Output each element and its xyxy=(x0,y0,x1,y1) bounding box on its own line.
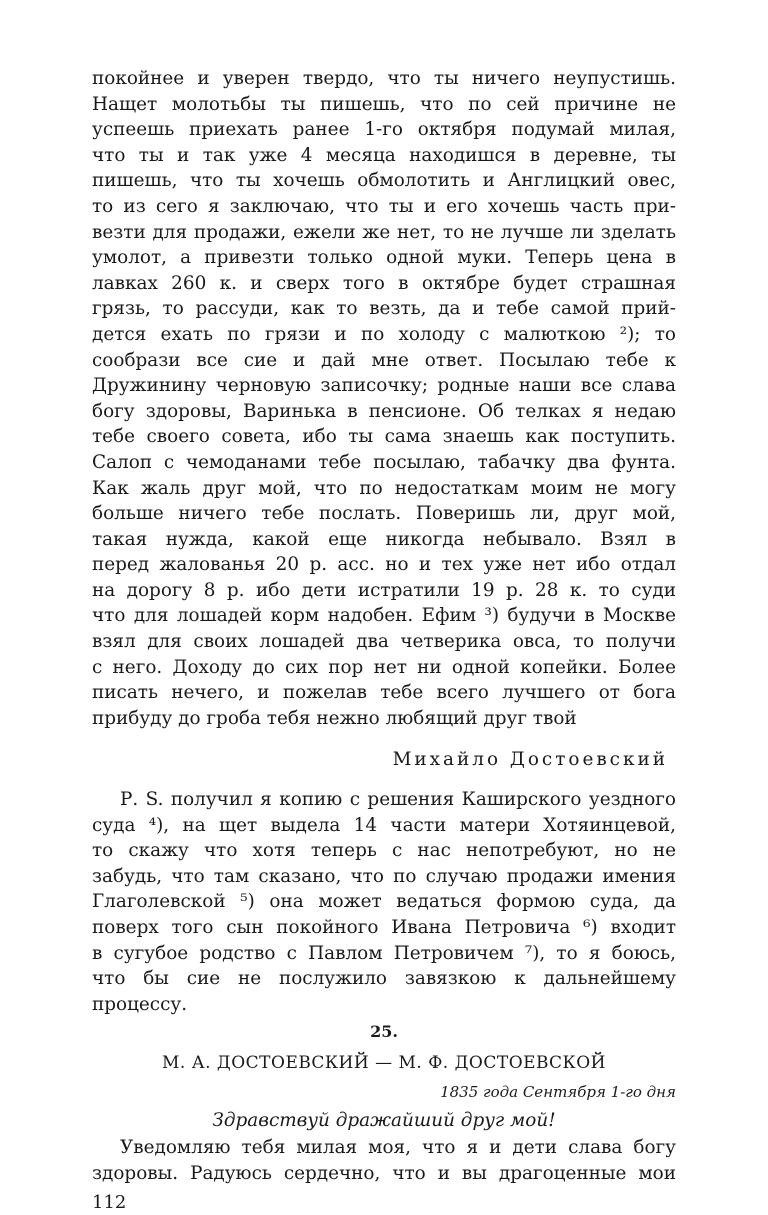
text-line: Нащет молотьбы ты пишешь, что по сей причине не xyxy=(92,93,676,115)
text-line: взял для своих лошадей два четверика овса, то получи xyxy=(92,631,676,653)
text-line: богу здоровы, Варинька в пенсионе. Об телках я недаю xyxy=(92,400,676,422)
text-line: лавках 260 к. и сверх того в октябре будет страшная xyxy=(92,272,676,294)
postscript-line: Глаголевской ⁵) она может ведаться формою суда, да xyxy=(92,891,676,913)
text-line: больше ничего тебе послать. Поверишь ли, друг мой, xyxy=(92,503,676,525)
text-line: грязь, то рассуди, как то везть, да и тебе самой прий- xyxy=(92,298,676,320)
body-line: здоровы. Радуюсь сердечно, что и вы драгоценные мои xyxy=(92,1162,676,1184)
text-line: сообрази все сие и дай мне ответ. Посылаю тебе к xyxy=(92,349,676,371)
letter-date: 1835 года Сентября 1-го дня xyxy=(440,1083,676,1102)
text-line: что для лошадей корм надобен. Ефим ³) будучи в Москве xyxy=(92,605,676,627)
postscript-line: забудь, что там сказано, что по случаю продажи имения xyxy=(92,865,676,887)
text-line: то из сего я заключаю, что ты и его хочешь часть при- xyxy=(92,195,676,217)
text-line-last: прибуду до гроба тебя нежно любящий друг твой xyxy=(92,707,577,729)
postscript-line: поверх того сын покойного Ивана Петровича ⁶) входит xyxy=(92,917,676,938)
text-line: на дорогу 8 р. ибо дети истратили 19 р. 28 к. то суди xyxy=(92,579,676,601)
text-line: Салоп с чемоданами тебе посылаю, табачку два фунта. xyxy=(92,451,676,473)
letter-24-ending xyxy=(92,66,676,706)
letter-number: 25. xyxy=(370,1022,398,1042)
text-line: пишешь, что ты хочешь обмолотить и Англицкий овес, xyxy=(92,170,676,192)
text-line: умолот, а привезти только одной муки. Теперь цена в xyxy=(92,247,676,269)
signature: Михайло Достоевский xyxy=(392,749,668,771)
postscript-line: Р. S. получил я копию с решения Каширского уездного xyxy=(120,789,676,811)
postscript-line: что бы сие не послужило завязкою к дальнейшему xyxy=(92,968,676,990)
letter-heading: М. А. ДОСТОЕВСКИЙ — М. Ф. ДОСТОЕВСКОЙ xyxy=(162,1053,606,1074)
postscript xyxy=(92,787,676,992)
postscript-line: в сугубое родство с Павлом Петровичем ⁷), то я боюсь, xyxy=(92,942,676,964)
page-number: 112 xyxy=(92,1191,127,1213)
text-line: везти для продажи, ежели же нет, то не лучше ли зделать xyxy=(92,221,676,243)
text-line: писать нечего, и пожелав тебе всего лучшего от бога xyxy=(92,682,676,704)
letter-body xyxy=(92,66,676,1215)
text-line: Дружинину черновую записочку; родные наши все слава xyxy=(92,375,676,397)
text-line: покойнее и уверен твердо, что ты ничего неупустишь. xyxy=(92,68,676,89)
text-line: тебе своего совета, ибо ты сама знаешь как поступить. xyxy=(92,426,676,448)
postscript-line: суда ⁴), на щет выдела 14 части матери Хотяинцевой, xyxy=(92,814,676,836)
postscript-line: то скажу что хотя теперь с нас непотребуют, но не xyxy=(92,840,676,862)
text-line: перед жалованья 20 р. асс. но и тех уже нет ибо отдал xyxy=(92,554,676,576)
letter-25-body xyxy=(92,1135,676,1186)
text-line: что ты и так уже 4 месяца находишся в деревне, ты xyxy=(92,144,676,166)
text-line: с него. Доходу до сих пор нет ни одной копейки. Более xyxy=(92,656,676,678)
text-line: дется ехать по грязи и по холоду с малюткою ²); то xyxy=(92,323,676,345)
body-line: Уведомляю тебя милая моя, что я и дети слава богу xyxy=(120,1137,676,1159)
text-line: такая нужда, какой еще никогда небывало. Взял в xyxy=(92,528,676,550)
greeting: Здравствуй дражайший друг мой! xyxy=(212,1110,556,1132)
postscript-last-line: процессу. xyxy=(92,993,188,1015)
text-line: успеешь приехать ранее 1-го октября подумай милая, xyxy=(92,119,676,141)
text-line: Как жаль друг мой, что по недостаткам моим не могу xyxy=(92,477,676,499)
